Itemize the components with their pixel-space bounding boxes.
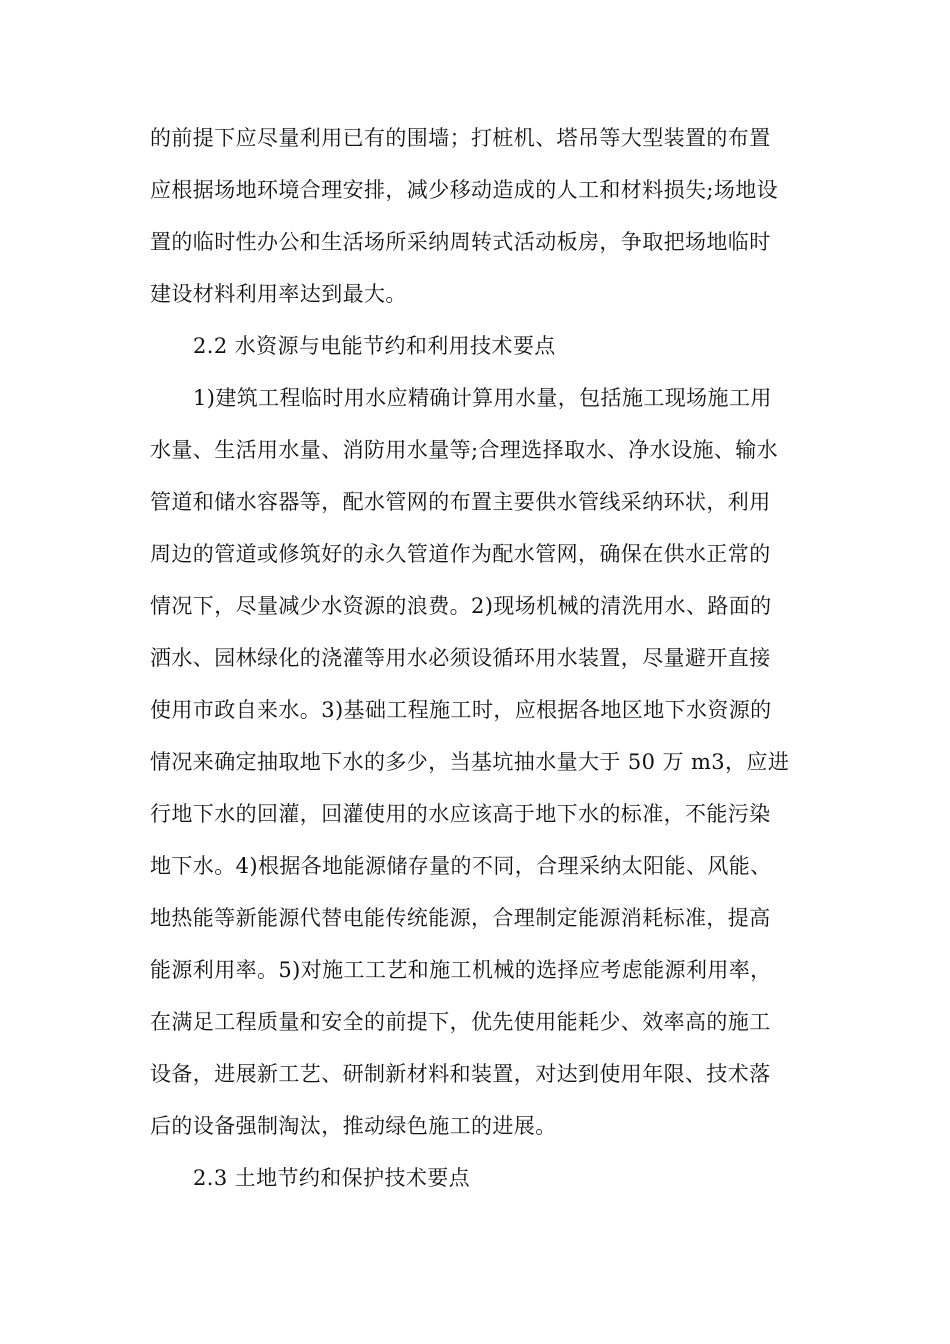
section-heading-2-2: 2.2 水资源与电能节约和利用技术要点 [193, 334, 556, 358]
paragraph-2-line-15: 后的设备强制淘汰，推动绿色施工的进展。 [150, 1114, 557, 1138]
paragraph-2-line-8: 情况来确定抽取地下水的多少，当基坑抽水量大于 50 万 m3，应进 [150, 750, 790, 774]
paragraph-1-line-1: 的前提下应尽量利用已有的围墙；打桩机、塔吊等大型装置的布置 [150, 126, 771, 150]
paragraph-2-line-2: 水量、生活用水量、消防用水量等;合理选择取水、净水设施、输水 [150, 438, 779, 462]
paragraph-2-line-10: 地下水。4)根据各地能源储存量的不同，合理采纳太阳能、风能、 [150, 854, 772, 878]
paragraph-2-line-11: 地热能等新能源代替电能传统能源，合理制定能源消耗标准，提高 [150, 906, 771, 930]
paragraph-2-line-3: 管道和储水容器等，配水管网的布置主要供水管线采纳环状，利用 [150, 490, 771, 514]
paragraph-2-line-4: 周边的管道或修筑好的永久管道作为配水管网，确保在供水正常的 [150, 542, 771, 566]
paragraph-2-line-5: 情况下，尽量减少水资源的浪费。2)现场机械的清洗用水、路面的 [150, 594, 772, 618]
paragraph-2-line-13: 在满足工程质量和安全的前提下，优先使用能耗少、效率高的施工 [150, 1010, 771, 1034]
paragraph-2-line-7: 使用市政自来水。3)基础工程施工时，应根据各地区地下水资源的 [150, 698, 772, 722]
paragraph-1-line-3: 置的临时性办公和生活场所采纳周转式活动板房，争取把场地临时 [150, 230, 771, 254]
paragraph-1-line-2: 应根据场地环境合理安排，减少移动造成的人工和材料损失;场地设 [150, 178, 779, 202]
paragraph-2-line-6: 洒水、园林绿化的浇灌等用水必须设循环用水装置，尽量避开直接 [150, 646, 771, 670]
section-heading-2-3: 2.3 土地节约和保护技术要点 [193, 1166, 471, 1190]
paragraph-2-line-14: 设备，进展新工艺、研制新材料和装置，对达到使用年限、技术落 [150, 1062, 771, 1086]
paragraph-1-line-4: 建设材料利用率达到最大。 [150, 282, 407, 306]
paragraph-2-line-1: 1)建筑工程临时用水应精确计算用水量，包括施工现场施工用 [193, 386, 772, 410]
paragraph-2-line-12: 能源利用率。5)对施工工艺和施工机械的选择应考虑能源利用率， [150, 958, 772, 982]
paragraph-2-line-9: 行地下水的回灌，回灌使用的水应该高于地下水的标准，不能污染 [150, 802, 771, 826]
